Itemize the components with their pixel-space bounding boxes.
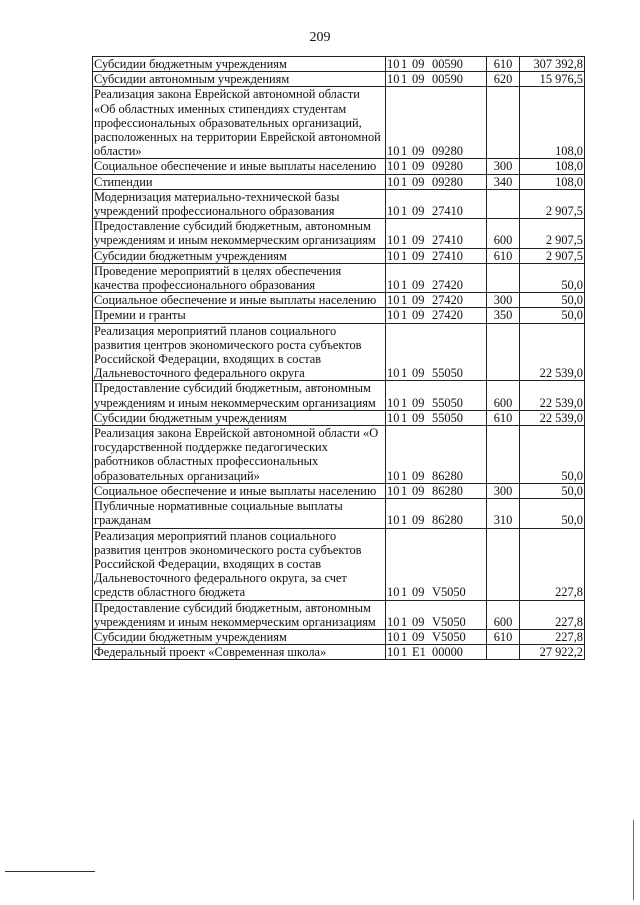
code-part-c1: 10 (387, 585, 400, 600)
expense-name: Предоставление субсидий бюджетным, автономным учреждениям и иным некоммерческим организациям (93, 381, 386, 410)
amount: 227,8 (520, 600, 585, 629)
code-part-c2: 1 (401, 308, 408, 323)
code-part-c3: 09 (412, 395, 425, 410)
code-part-c2: 1 (401, 174, 408, 189)
classification-code (386, 323, 487, 381)
classification-code (386, 263, 487, 292)
amount: 27 922,2 (520, 645, 585, 660)
code-part-c3: 09 (412, 513, 425, 528)
table-row (93, 189, 585, 218)
table-row (93, 381, 585, 410)
code-part-c1: 10 (387, 144, 400, 159)
table-row (93, 293, 585, 308)
code-part-c3: 09 (412, 293, 425, 308)
table-row (93, 248, 585, 263)
expense-type-code: 600 (487, 219, 520, 248)
code-part-c1: 10 (387, 395, 400, 410)
classification-code (386, 381, 487, 410)
code-part-c4: 55050 (432, 366, 463, 381)
code-part-c4: 00590 (432, 72, 463, 87)
expense-name: Премии и гранты (93, 308, 386, 323)
table-row (93, 308, 585, 323)
amount: 22 539,0 (520, 410, 585, 425)
amount: 307 392,8 (520, 57, 585, 72)
classification-code (386, 159, 487, 174)
code-part-c3: 09 (412, 308, 425, 323)
code-part-c4: 09280 (432, 144, 463, 159)
code-part-c3: 09 (412, 248, 425, 263)
expense-name: Федеральный проект «Современная школа» (93, 645, 386, 660)
code-part-c1: 10 (387, 410, 400, 425)
amount: 15 976,5 (520, 72, 585, 87)
code-part-c3: 09 (412, 233, 425, 248)
code-part-c1: 10 (387, 233, 400, 248)
classification-code (386, 410, 487, 425)
code-part-c4: 27410 (432, 248, 463, 263)
code-part-c3: 09 (412, 144, 425, 159)
code-part-c1: 10 (387, 513, 400, 528)
code-part-c4: V5050 (432, 585, 466, 600)
table-row (93, 499, 585, 528)
code-part-c1: 10 (387, 174, 400, 189)
code-part-c3: 09 (412, 614, 425, 629)
amount: 50,0 (520, 483, 585, 498)
code-part-c2: 1 (401, 366, 408, 381)
expense-name: Социальное обеспечение и иные выплаты населению (93, 293, 386, 308)
code-part-c2: 1 (401, 614, 408, 629)
code-part-c4: 00000 (432, 645, 463, 660)
expense-name: Реализация мероприятий планов социального развития центров экономического роста субъектов Российской Федерации, входящих в состав Дальневосточного федерального округа (93, 323, 386, 381)
classification-code (386, 528, 487, 600)
amount: 50,0 (520, 308, 585, 323)
expense-type-code (487, 87, 520, 159)
expense-type-code: 300 (487, 483, 520, 498)
classification-code (386, 600, 487, 629)
code-part-c4: 09280 (432, 174, 463, 189)
expense-name: Модернизация материально-технической базы учреждений профессионального образования (93, 189, 386, 218)
classification-code (386, 308, 487, 323)
code-part-c4: 86280 (432, 483, 463, 498)
amount: 2 907,5 (520, 248, 585, 263)
classification-code (386, 483, 487, 498)
table-row (93, 72, 585, 87)
code-part-c2: 1 (401, 57, 408, 71)
expense-type-code (487, 263, 520, 292)
code-part-c1: 10 (387, 278, 400, 293)
expense-type-code (487, 426, 520, 484)
classification-code (386, 189, 487, 218)
code-part-c2: 1 (401, 159, 408, 174)
code-part-c1: 10 (387, 293, 400, 308)
amount: 22 539,0 (520, 381, 585, 410)
amount: 108,0 (520, 87, 585, 159)
code-part-c1: 10 (387, 72, 400, 87)
code-part-c2: 1 (401, 248, 408, 263)
amount: 227,8 (520, 629, 585, 644)
classification-code (386, 248, 487, 263)
table-row (93, 174, 585, 189)
amount: 2 907,5 (520, 189, 585, 218)
code-part-c2: 1 (401, 293, 408, 308)
code-part-c3: 09 (412, 629, 425, 644)
expense-name: Субсидии бюджетным учреждениям (93, 57, 386, 72)
amount: 50,0 (520, 293, 585, 308)
code-part-c3: 09 (412, 204, 425, 219)
budget-table-body (93, 57, 585, 660)
expense-name: Субсидии автономным учреждениям (93, 72, 386, 87)
code-part-c1: 10 (387, 483, 400, 498)
code-part-c4: 86280 (432, 513, 463, 528)
code-part-c2: 1 (401, 483, 408, 498)
budget-table (92, 56, 585, 660)
code-part-c2: 1 (401, 204, 408, 219)
code-part-c4: 27420 (432, 293, 463, 308)
amount: 50,0 (520, 426, 585, 484)
expense-type-code: 300 (487, 293, 520, 308)
code-part-c3: 09 (412, 483, 425, 498)
amount: 108,0 (520, 174, 585, 189)
classification-code (386, 57, 487, 72)
code-part-c1: 10 (387, 159, 400, 174)
expense-type-code (487, 189, 520, 218)
expense-name: Субсидии бюджетным учреждениям (93, 629, 386, 644)
code-part-c1: 10 (387, 308, 400, 323)
table-row (93, 426, 585, 484)
expense-type-code: 600 (487, 381, 520, 410)
code-part-c4: 55050 (432, 395, 463, 410)
code-part-c4: 00590 (432, 57, 463, 71)
classification-code (386, 219, 487, 248)
code-part-c2: 1 (401, 278, 408, 293)
page-number: 209 (309, 30, 331, 45)
code-part-c2: 1 (401, 513, 408, 528)
classification-code (386, 426, 487, 484)
code-part-c3: E1 (412, 645, 426, 660)
code-part-c2: 1 (401, 410, 408, 425)
code-part-c3: 09 (412, 159, 425, 174)
code-part-c2: 1 (401, 72, 408, 87)
code-part-c4: 55050 (432, 410, 463, 425)
expense-name: Предоставление субсидий бюджетным, автономным учреждениям и иным некоммерческим организациям (93, 219, 386, 248)
expense-type-code: 350 (487, 308, 520, 323)
classification-code (386, 72, 487, 87)
table-row (93, 645, 585, 660)
code-part-c2: 1 (401, 468, 408, 483)
expense-name: Реализация мероприятий планов социального развития центров экономического роста субъектов Российской Федерации, входящих в состав Дальневосточного федерального округа, за счет средств областного бюджета (93, 528, 386, 600)
amount: 22 539,0 (520, 323, 585, 381)
expense-name: Социальное обеспечение и иные выплаты населению (93, 483, 386, 498)
code-part-c4: V5050 (432, 629, 466, 644)
code-part-c2: 1 (401, 233, 408, 248)
code-part-c1: 10 (387, 629, 400, 644)
expense-type-code: 610 (487, 629, 520, 644)
table-row (93, 410, 585, 425)
table-row (93, 528, 585, 600)
code-part-c4: 27420 (432, 308, 463, 323)
code-part-c4: 09280 (432, 159, 463, 174)
expense-name: Предоставление субсидий бюджетным, автономным учреждениям и иным некоммерческим организациям (93, 600, 386, 629)
amount: 50,0 (520, 499, 585, 528)
code-part-c1: 10 (387, 248, 400, 263)
table-row (93, 219, 585, 248)
table-row (93, 87, 585, 159)
code-part-c1: 10 (387, 204, 400, 219)
code-part-c4: 27410 (432, 233, 463, 248)
classification-code (386, 645, 487, 660)
footer-rule (5, 871, 95, 872)
code-part-c4: 86280 (432, 468, 463, 483)
expense-type-code: 300 (487, 159, 520, 174)
code-part-c1: 10 (387, 366, 400, 381)
code-part-c4: 27420 (432, 278, 463, 293)
table-row (93, 323, 585, 381)
expense-type-code: 610 (487, 57, 520, 72)
amount: 2 907,5 (520, 219, 585, 248)
expense-type-code: 610 (487, 248, 520, 263)
code-part-c3: 09 (412, 72, 425, 87)
classification-code (386, 629, 487, 644)
table-row (93, 629, 585, 644)
expense-name: Стипендии (93, 174, 386, 189)
code-part-c3: 09 (412, 468, 425, 483)
expense-type-code: 310 (487, 499, 520, 528)
expense-name: Социальное обеспечение и иные выплаты населению (93, 159, 386, 174)
expense-type-code: 620 (487, 72, 520, 87)
code-part-c4: 27410 (432, 204, 463, 219)
expense-type-code (487, 528, 520, 600)
expense-type-code (487, 323, 520, 381)
code-part-c3: 09 (412, 174, 425, 189)
expense-type-code: 610 (487, 410, 520, 425)
amount: 50,0 (520, 263, 585, 292)
code-part-c3: 09 (412, 278, 425, 293)
code-part-c2: 1 (401, 629, 408, 644)
expense-name: Субсидии бюджетным учреждениям (93, 410, 386, 425)
code-part-c1: 10 (387, 57, 400, 71)
table-row (93, 263, 585, 292)
code-part-c1: 10 (387, 468, 400, 483)
table-row (93, 159, 585, 174)
code-part-c2: 1 (401, 395, 408, 410)
classification-code (386, 499, 487, 528)
amount: 227,8 (520, 528, 585, 600)
code-part-c3: 09 (412, 410, 425, 425)
expense-name: Проведение мероприятий в целях обеспечения качества профессионального образования (93, 263, 386, 292)
code-part-c3: 09 (412, 366, 425, 381)
code-part-c4: V5050 (432, 614, 466, 629)
code-part-c3: 09 (412, 585, 425, 600)
expense-type-code (487, 645, 520, 660)
code-part-c1: 10 (387, 645, 400, 660)
table-row (93, 600, 585, 629)
expense-name: Субсидии бюджетным учреждениям (93, 248, 386, 263)
classification-code (386, 293, 487, 308)
amount: 108,0 (520, 159, 585, 174)
code-part-c2: 1 (401, 144, 408, 159)
expense-type-code: 340 (487, 174, 520, 189)
expense-name: Реализация закона Еврейской автономной области «Об областных именных стипендиях студентам профессиональных образовательных организаций, расположенных на территории Еврейской автономной области» (93, 87, 386, 159)
expense-name: Реализация закона Еврейской автономной области «О государственной поддержке педагогических работников областных профессиональных образовательных организаций» (93, 426, 386, 484)
code-part-c2: 1 (401, 645, 408, 660)
table-row (93, 57, 585, 72)
code-part-c2: 1 (401, 585, 408, 600)
expense-type-code: 600 (487, 600, 520, 629)
classification-code (386, 87, 487, 159)
code-part-c1: 10 (387, 614, 400, 629)
expense-name: Публичные нормативные социальные выплаты гражданам (93, 499, 386, 528)
code-part-c3: 09 (412, 57, 425, 71)
table-row (93, 483, 585, 498)
classification-code (386, 174, 487, 189)
margin-line (633, 820, 634, 900)
